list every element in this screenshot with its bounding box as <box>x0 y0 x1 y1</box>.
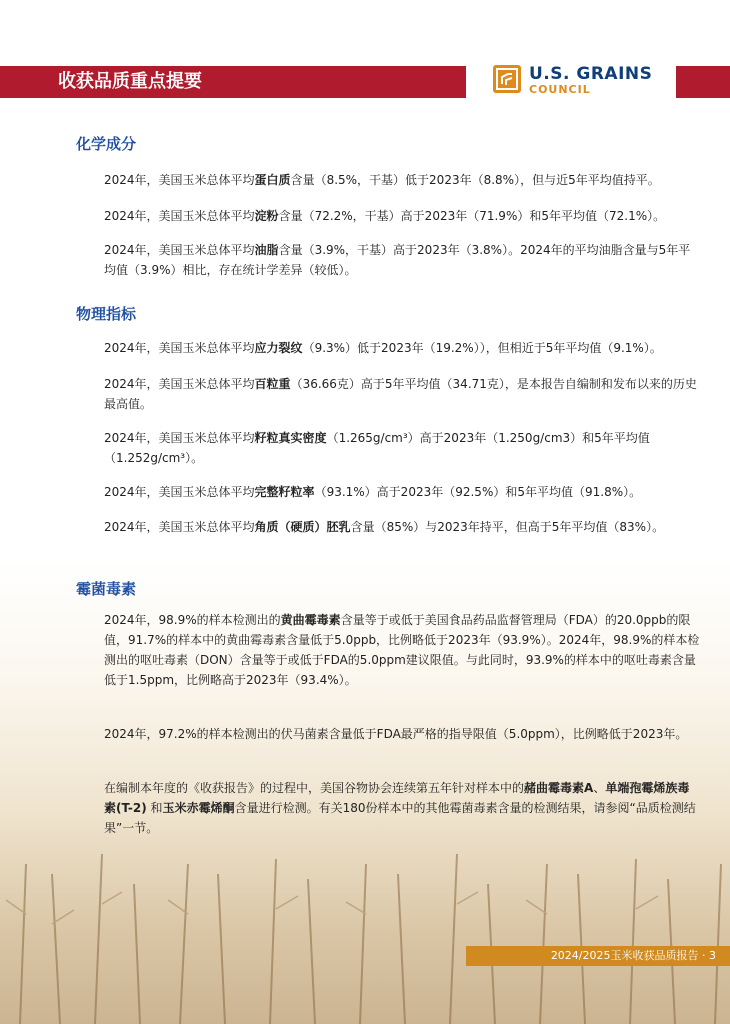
corn-stalks-illustration <box>0 724 730 1024</box>
section-title-chemical: 化学成分 <box>76 135 137 153</box>
paragraph-stress-cracks: 2024年，美国玉米总体平均应力裂纹（9.3%）低于2023年（19.2%）），但相近于5年平均值（9.1%）。 <box>104 341 662 355</box>
footer-page-label: 2024/2025玉米收获品质报告 · 3 <box>550 949 716 962</box>
logo-line1: U.S. GRAINS <box>529 64 653 84</box>
section-title-mycotoxins: 霉菌毒素 <box>76 580 137 598</box>
page-title: 收获品质重点提要 <box>58 71 202 92</box>
logo-line2: COUNCIL <box>529 83 591 96</box>
paragraph-aflatoxin: 2024年，98.9%的样本检测出的黄曲霉毒素含量等于或低于美国食品药品监督管理局（FDA）的20.0ppb的限值，91.7%的样本中的黄曲霉毒素含量低于5.0ppb，比例略低于2023年（93.9%）。2024年，98.9%的样本检测出的呕吐毒素（DON）含量等于或低于FDA的5.0ppm建议限值。与此同时，93.9%的样本中的呕吐毒素含量低于1.5ppm，比例略高于2023年（93.4%）。 <box>104 613 700 687</box>
paragraph-starch: 2024年，美国玉米总体平均淀粉含量（72.2%，干基）高于2023年（71.9%）和5年平均值（72.1%）。 <box>104 209 666 223</box>
paragraph-protein: 2024年，美国玉米总体平均蛋白质含量（8.5%，干基）低于2023年（8.8%），但与近5年平均值持平。 <box>104 173 660 187</box>
footer-bar <box>466 946 730 966</box>
header-banner-right <box>676 66 730 98</box>
us-grains-council-logo <box>493 63 663 103</box>
paragraph-100k-weight: 2024年，美国玉米总体平均百粒重（36.66克）高于5年平均值（34.71克），是本报告自编制和发布以来的历史最高值。 <box>104 377 697 411</box>
paragraph-true-density: 2024年，美国玉米总体平均籽粒真实密度（1.265g/cm³）高于2023年（1.250g/cm3）和5年平均值（1.252g/cm³）。 <box>104 431 650 465</box>
header-banner <box>0 66 466 98</box>
paragraph-horneous-endosperm: 2024年，美国玉米总体平均角质（硬质）胚乳含量（85%）与2023年持平，但高于5年平均值（83%）。 <box>104 520 665 534</box>
paragraph-whole-kernels: 2024年，美国玉米总体平均完整籽粒率（93.1%）高于2023年（92.5%）和5年平均值（91.8%）。 <box>104 485 642 499</box>
paragraph-fumonisin: 2024年，97.2%的样本检测出的伏马菌素含量低于FDA最严格的指导限值（5.0ppm），比例略低于2023年。 <box>104 727 688 741</box>
section-title-physical: 物理指标 <box>76 305 137 323</box>
paragraph-other-mycotoxins: 在编制本年度的《收获报告》的过程中，美国谷物协会连续第五年针对样本中的赭曲霉毒素A、单端孢霉烯族毒素(T-2) 和玉米赤霉烯酮含量进行检测。有关180份样本中的其他霉菌毒素含量的检测结果，请参阅“品质检测结果”一节。 <box>104 781 696 835</box>
paragraph-oil: 2024年，美国玉米总体平均油脂含量（3.9%，干基）高于2023年（3.8%）。2024年的平均油脂含量与5年平均值（3.9%）相比，存在统计学差异（较低）。 <box>104 243 691 277</box>
grain-logo-icon <box>493 65 521 93</box>
